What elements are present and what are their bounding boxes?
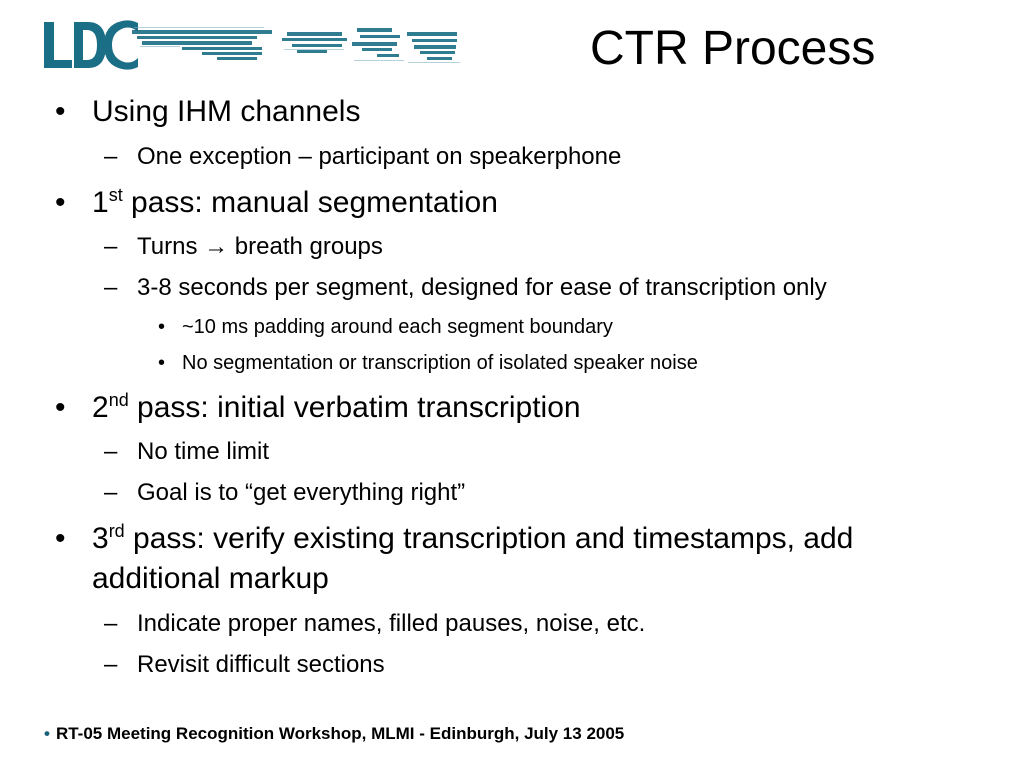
dash-marker: – — [104, 274, 118, 301]
subbullet-goal: Goal is to “get everything right” — [137, 479, 466, 506]
subbullet-one-exception: One exception – participant on speakerphone — [137, 143, 622, 170]
subbullet-text: Turns — [137, 233, 205, 260]
pass-number: 3 — [92, 522, 109, 555]
footer-bullet-marker: • — [44, 724, 50, 743]
bullet-text: pass: manual segmentation — [122, 186, 498, 219]
dash-marker: – — [104, 143, 118, 170]
subbullet-turns-breath-groups — [137, 233, 383, 261]
ldc-logo — [42, 20, 462, 70]
ordinal-suffix: st — [108, 185, 123, 206]
slide-footer — [44, 722, 624, 746]
bullet-second-pass — [92, 390, 581, 426]
bullet-marker: • — [55, 391, 66, 424]
subbullet-no-time-limit: No time limit — [137, 438, 270, 465]
subbullet-indicate-names: Indicate proper names, filled pauses, noise, etc. — [137, 610, 646, 637]
dash-marker: – — [104, 438, 118, 465]
pass-number: 2 — [92, 391, 109, 424]
bullet-third-pass — [92, 521, 853, 557]
subbullet-segment-length: 3-8 seconds per segment, designed for ease of transcription only — [137, 274, 827, 301]
subsubbullet-no-segmentation: No segmentation or transcription of isolated speaker noise — [182, 352, 698, 374]
bullet-first-pass — [92, 185, 498, 221]
bullet-text: pass: verify existing transcription and timestamps, add — [124, 522, 854, 555]
ordinal-suffix: nd — [108, 390, 129, 411]
bullet-marker: • — [55, 522, 66, 555]
subbullet-revisit: Revisit difficult sections — [137, 651, 385, 678]
small-bullet-marker: • — [158, 316, 166, 338]
dash-marker: – — [104, 479, 118, 506]
ordinal-suffix: rd — [108, 521, 125, 542]
dash-marker: – — [104, 610, 118, 637]
bullet-marker: • — [55, 95, 66, 128]
subsubbullet-padding: ~10 ms padding around each segment boundary — [182, 316, 613, 338]
slide-title: CTR Process — [590, 22, 876, 75]
bullet-text: pass: initial verbatim transcription — [128, 391, 581, 424]
dash-marker: – — [104, 233, 118, 260]
footer-text: RT-05 Meeting Recognition Workshop, MLMI - Edinburgh, July 13 2005 — [55, 724, 625, 743]
bullet-marker: • — [55, 186, 66, 219]
right-arrow-icon: → — [204, 233, 229, 260]
small-bullet-marker: • — [158, 352, 166, 374]
pass-number: 1 — [92, 186, 109, 219]
bullet-third-pass-continuation: additional markup — [92, 562, 329, 595]
subbullet-text: breath groups — [228, 233, 383, 260]
bullet-using-ihm-channels: Using IHM channels — [92, 95, 361, 128]
dash-marker: – — [104, 651, 118, 678]
